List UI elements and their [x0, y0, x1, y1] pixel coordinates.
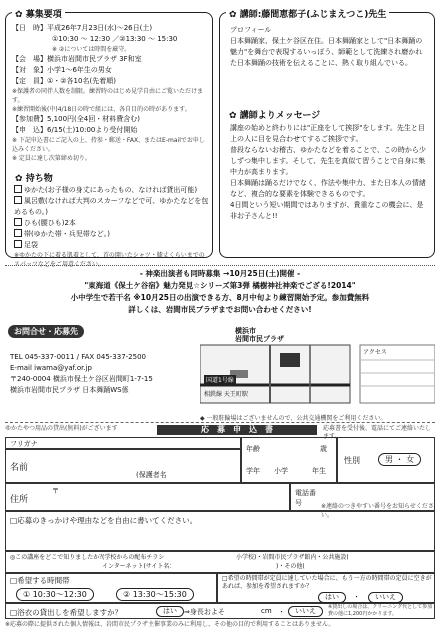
items-title: 持ち物 — [25, 174, 53, 184]
time-slots: ①10:30 ～ 12:30 ／②13:30 ～ 15:30 — [52, 35, 178, 43]
source-option-2[interactable]: インターネット(サイト名： — [102, 563, 176, 570]
venue-value: 横浜市岩間市民プラザ 3F和室 — [47, 55, 142, 63]
phone-label: 電話番号 — [295, 489, 316, 507]
contact-header — [8, 325, 84, 338]
target-value: 小学1～6年生の男女 — [47, 66, 112, 74]
flower-icon: ✿ — [15, 174, 23, 184]
flower-icon: ✿ — [15, 10, 23, 20]
checkbox-icon — [14, 196, 22, 204]
time-note: ※ ②については時間を厳守。 — [52, 46, 131, 53]
source-option-3[interactable]: 小学校)・岩間市民プラザ館内・公共施設( — [236, 554, 349, 561]
date-label: 【日 時】 — [12, 24, 47, 32]
target-label: 【対 象】 — [12, 66, 47, 74]
message-p4: 4日間という短い期間ではありますが、貴重なこの機会に、是非お子さんと!! — [230, 201, 424, 220]
alt-time-question: □希望の時間帯が定員に達していた場合に、もう一方の時間帯の定員に空きがあれば、参加を希望されますか？ — [222, 575, 432, 590]
notes-2: ※練習開始後(中)4/18日の時で組には、各自目的の時があります。 — [12, 106, 191, 113]
alt-yes-option[interactable]: はい — [318, 592, 346, 603]
notes-1: ※保護者の同伴人数を制限。練習時のはじめ見学自由にご覧いただけます。 — [12, 88, 204, 104]
flower-icon: ✿ — [229, 10, 237, 20]
map-station: 相鉄線 天王町駅 — [204, 391, 248, 398]
yukata-question: □浴衣の貸出しを希望しますか？ — [10, 608, 123, 617]
reason-field[interactable] — [5, 511, 435, 551]
banner-line-3: 詳しくは、岩間市民プラザまでお問い合わせください! — [128, 305, 312, 314]
school-label: 小学 — [274, 467, 288, 475]
female-option[interactable]: 女 — [406, 455, 415, 464]
list-item: ゆかた(お子様の身丈にあったもの、なければ貸出可能) — [14, 185, 210, 196]
sex-options: 男 ・ 女 — [378, 453, 421, 466]
message-title: 講師よりメッセージ — [239, 111, 321, 121]
guardian-label: (保護者名 — [136, 471, 167, 479]
alt-time-field: □希望の時間帯が定員に達していた場合に、もう一方の時間帯の定員に空きがあれば、参加を希望されますか？ はい ・ いいえ — [217, 573, 435, 603]
phone-field[interactable] — [290, 483, 435, 519]
banner-line-2: 小中学生で若干名 ※10月25日の出演できる方、8月中旬より練習開始予定。参加費無料 — [70, 293, 370, 302]
form-title: 応 募 申 込 書 — [157, 425, 317, 435]
alt-no-option[interactable]: いいえ — [368, 592, 403, 603]
fee-label: 【参加費】 — [12, 115, 47, 123]
instructor-title: 講師:藤間恵都子(ふじまえつこ)先生 — [239, 10, 387, 20]
age-grade-field[interactable] — [241, 437, 337, 483]
checkbox-icon — [14, 218, 22, 226]
source-option-1[interactable]: (学校からの配布チラシ — [102, 554, 165, 561]
time-option-2[interactable]: ② 13:30～15:30 — [116, 588, 194, 601]
checkbox-icon — [14, 185, 22, 193]
contact-title: お問合せ・応募先 — [8, 325, 84, 338]
message-p1: 講座の始めと終わりには"正座をして挨拶"をします。先生と目上の人に目を見合わせてするご挨拶です。 — [230, 124, 425, 143]
map-label-2: 岩間市民プラザ — [235, 335, 284, 343]
kagura-banner — [5, 268, 435, 320]
yukata-no-option[interactable]: いいえ — [288, 606, 323, 617]
instructor-header — [226, 7, 389, 20]
banner-line-1: "東海道《保土ケ谷宿》魅力発見☆シリーズ第3弾 橘樹神社神楽でござる!2014" — [84, 281, 356, 290]
furigana-row — [5, 437, 241, 449]
age-label: 年齢 — [246, 445, 260, 453]
map-road: 国道1号線 — [206, 377, 234, 384]
name-field[interactable] — [5, 449, 241, 483]
address-field[interactable] — [5, 483, 290, 511]
yukata-field: □浴衣の貸出しを希望しますか？ はい ⇒身長およそ cm ・ いいえ ※貸出しの場合は、クリーニング代として参加費の他に1,200円かかります。 — [5, 603, 435, 619]
items-note: ※ゆかたの下に着る肌着として、首の開いたシャツ・膝丈くらいまでのスパッツなどをご用意ください。 — [14, 252, 205, 268]
privacy-note: ※応募の際に提供された個人情報は、岩間市民プラザ主催事業のみに利用し、その他の目的で利用することはありません。 — [5, 621, 335, 628]
list-item: 足袋 — [14, 240, 210, 251]
fee-value: 5,100円(全4回・材料費含む) — [47, 115, 140, 123]
phone-note: ※連絡のつきやすい番号をお知らせください。 — [321, 503, 434, 519]
height-label: ⇒身長およそ — [184, 608, 225, 616]
list-item: 帯(ゆかた帯・兵児帯など。) — [14, 229, 210, 240]
yukata-note: ※貸出しの場合は、クリーニング代として参加費の他に1,200円かかります。 — [328, 604, 433, 617]
source-option-4[interactable]: )・その他( — [276, 563, 305, 570]
age-suffix: 歳 — [320, 445, 327, 453]
instructor-box — [219, 12, 435, 258]
form-header-note: ゆかたやつ用品の貸出(無料)がございます — [5, 425, 118, 432]
male-option[interactable]: 男 — [385, 455, 393, 464]
application-form — [5, 425, 435, 628]
capacity-value: ①・②各10名(先着順) — [47, 77, 116, 85]
apply-note-2: ※ 定員に達し次第締め切り。 — [12, 155, 91, 162]
checkbox-icon — [14, 240, 22, 248]
cm-label: cm — [261, 607, 272, 615]
access-title: アクセス — [363, 349, 387, 356]
yukata-yes-option[interactable]: はい — [156, 606, 184, 617]
name-label: 名前 — [10, 463, 29, 473]
year-suffix: 年生 — [312, 467, 326, 475]
access-note: ◆ 一般駐輪場はございませんので、公共交通機関をご利用ください。 — [200, 415, 387, 422]
access-map — [200, 325, 435, 413]
postal-mark: 〒 — [52, 487, 59, 495]
time-wish-field — [5, 573, 217, 603]
venue-label: 【会 場】 — [12, 55, 47, 63]
time-option-1[interactable]: ① 10:30～12:30 — [16, 588, 94, 601]
map-label-1: 横浜市 — [235, 327, 256, 335]
message-p3: 日本舞踊は踊るだけでなく、作法や集中力、また日本人の情緒など、複合的な要素を体験できるものです。 — [230, 179, 426, 198]
banner-line-0: - 神楽出演者も同時募集 →10月25日(土)開催 - — [139, 269, 301, 278]
items-header — [12, 171, 56, 184]
source-field — [5, 551, 435, 573]
contact-org: 横浜市岩間市民プラザ 日本舞踊WS係 — [10, 386, 129, 394]
flower-icon: ✿ — [229, 111, 237, 121]
recruit-header — [12, 7, 65, 20]
apply-note-1: ※ 下記申込書にご記入の上、持参・郵送・FAX、またはE-mailでお申し込みください。 — [12, 137, 205, 153]
furigana-label: フリガナ — [10, 440, 38, 448]
source-question: ◎この講座をどこで知りましたか？ — [10, 554, 106, 561]
time-wish-label: □希望する時間帯 — [10, 576, 70, 585]
profile-label: プロフィール — [230, 26, 272, 34]
recruit-title: 募集要項 — [25, 10, 62, 20]
capacity-label: 【定 員】 — [12, 77, 47, 85]
profile-text: 日本舞踊家、保土ケ谷区在住。日本舞踊家として"日本舞踊の魅力"を舞台で表現するいっぽう、師範として洗練され磨かれた日本舞踊の技術を伝えることに、熱く取り組んでいる。 — [230, 37, 423, 67]
apply-value: 6/15(土)10:00より受付開始 — [47, 126, 138, 134]
contact-address: 〒240-0004 横浜市保土ケ谷区岩間町1-7-15 — [10, 375, 153, 383]
address-label: 住所 — [10, 495, 29, 505]
contact-email: E-mail iwama@yaf.or.jp — [10, 364, 92, 372]
date-value: 平成26年7月23日(水)～26日(土) — [47, 24, 153, 32]
message-p2: 普段ならないお稽古、ゆかたなどを着ることで、この時から少しずつ集中します。そして、先生を真似て習うことで自身に集中力が高まります。 — [230, 146, 426, 176]
apply-label: 【申 込】 — [12, 126, 47, 134]
sex-label: 性別 — [344, 456, 360, 465]
sex-field — [337, 437, 435, 483]
form-header-right: 応募書を受付後、電話にてご連絡いたします。 — [323, 425, 432, 440]
contact-tel: TEL 045-337-0011 / FAX 045-337-2500 — [10, 353, 147, 361]
checkbox-icon — [14, 229, 22, 237]
list-item: ひも(腰ひも)2本 — [14, 218, 210, 229]
message-header — [226, 108, 323, 121]
recruit-box — [5, 10, 213, 268]
reason-label: □応募のきっかけや理由などを自由に書いてください。 — [10, 516, 198, 525]
items-list — [14, 185, 210, 269]
grade-label: 学年 — [246, 467, 260, 475]
list-item: 風呂敷(なければ大判のスカーフなどで可、ゆかたなどを包めるもの。) — [14, 197, 209, 216]
